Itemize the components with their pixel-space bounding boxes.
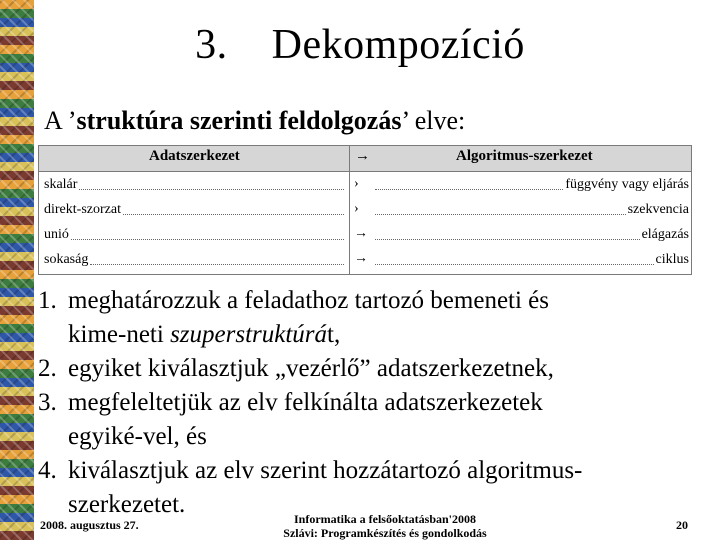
list-item bbox=[38, 284, 698, 352]
slide-title bbox=[0, 24, 720, 66]
dot-leader bbox=[375, 239, 640, 240]
subtitle-bold: struktúra szerinti feldolgozás bbox=[76, 106, 402, 135]
list-number: 4. bbox=[38, 457, 57, 484]
list-line: kiválasztjuk az elv szerint hozzátartozó algoritmus- bbox=[68, 457, 583, 484]
dot-leader bbox=[90, 264, 344, 265]
footer-center-line1: Informatika a felsőoktatásban'2008 bbox=[293, 512, 476, 526]
dot-leader bbox=[123, 214, 344, 215]
header-algorithm-structure: Algoritmus-szerkezet bbox=[456, 148, 593, 164]
list-line: egyiket kiválasztjuk „vezérlő” adatszerkezetnek, bbox=[68, 355, 554, 382]
list-item bbox=[38, 352, 698, 386]
row-right: függvény vagy eljárás bbox=[375, 178, 689, 192]
table-header bbox=[39, 146, 691, 172]
row-arrow: › bbox=[354, 176, 359, 191]
row-left: unió bbox=[44, 228, 344, 242]
row-left: direkt-szorzat bbox=[44, 203, 344, 217]
table-row bbox=[39, 224, 691, 247]
row-arrow: › bbox=[354, 201, 359, 216]
list-line: kime-neti szuperstruktúrát, bbox=[68, 321, 341, 348]
row-arrow: → bbox=[354, 226, 368, 241]
header-data-structure: Adatszerkezet bbox=[149, 148, 240, 164]
subtitle-suffix: ’ elve: bbox=[401, 106, 466, 135]
footer-center-line2: Szlávi: Programkészítés és gondolkodás bbox=[283, 526, 487, 540]
footer-center bbox=[270, 512, 500, 540]
row-right: ciklus bbox=[375, 253, 689, 267]
title-number: 3. bbox=[195, 22, 228, 68]
steps-list bbox=[38, 284, 698, 522]
row-right: szekvencia bbox=[375, 203, 689, 217]
mapping-table bbox=[38, 145, 692, 275]
row-left: skalár bbox=[44, 178, 344, 192]
list-number: 3. bbox=[38, 389, 57, 416]
list-number: 1. bbox=[38, 287, 57, 314]
italic-term: szuperstruktúrá bbox=[170, 321, 328, 348]
list-line: szerkezetet. bbox=[68, 491, 186, 518]
dot-leader bbox=[375, 189, 563, 190]
row-arrow: → bbox=[354, 251, 368, 266]
table-row bbox=[39, 199, 691, 222]
dot-leader bbox=[71, 239, 344, 240]
header-arrow: → bbox=[355, 148, 370, 164]
row-left: sokaság bbox=[44, 253, 344, 267]
table-row bbox=[39, 249, 691, 272]
list-line: meghatározzuk a feladathoz tartozó bemeneti és bbox=[68, 287, 550, 314]
footer-date: 2008. augusztus 27. bbox=[40, 518, 139, 532]
footer-page-number: 20 bbox=[676, 518, 688, 532]
dot-leader bbox=[375, 264, 654, 265]
dot-leader bbox=[79, 189, 344, 190]
slide-subtitle bbox=[44, 108, 465, 134]
subtitle-prefix: A ’ bbox=[44, 106, 77, 135]
decorative-side-strip bbox=[0, 0, 34, 540]
dot-leader bbox=[375, 214, 626, 215]
row-right: elágazás bbox=[375, 228, 689, 242]
title-text: Dekompozíció bbox=[271, 22, 525, 68]
table-row bbox=[39, 174, 691, 197]
list-item bbox=[38, 386, 698, 454]
list-line: megfeleltetjük az elv felkínálta adatszerkezetek bbox=[68, 389, 543, 416]
list-line: egyiké-vel, és bbox=[68, 423, 207, 450]
list-number: 2. bbox=[38, 355, 57, 382]
slide-footer bbox=[0, 510, 720, 540]
